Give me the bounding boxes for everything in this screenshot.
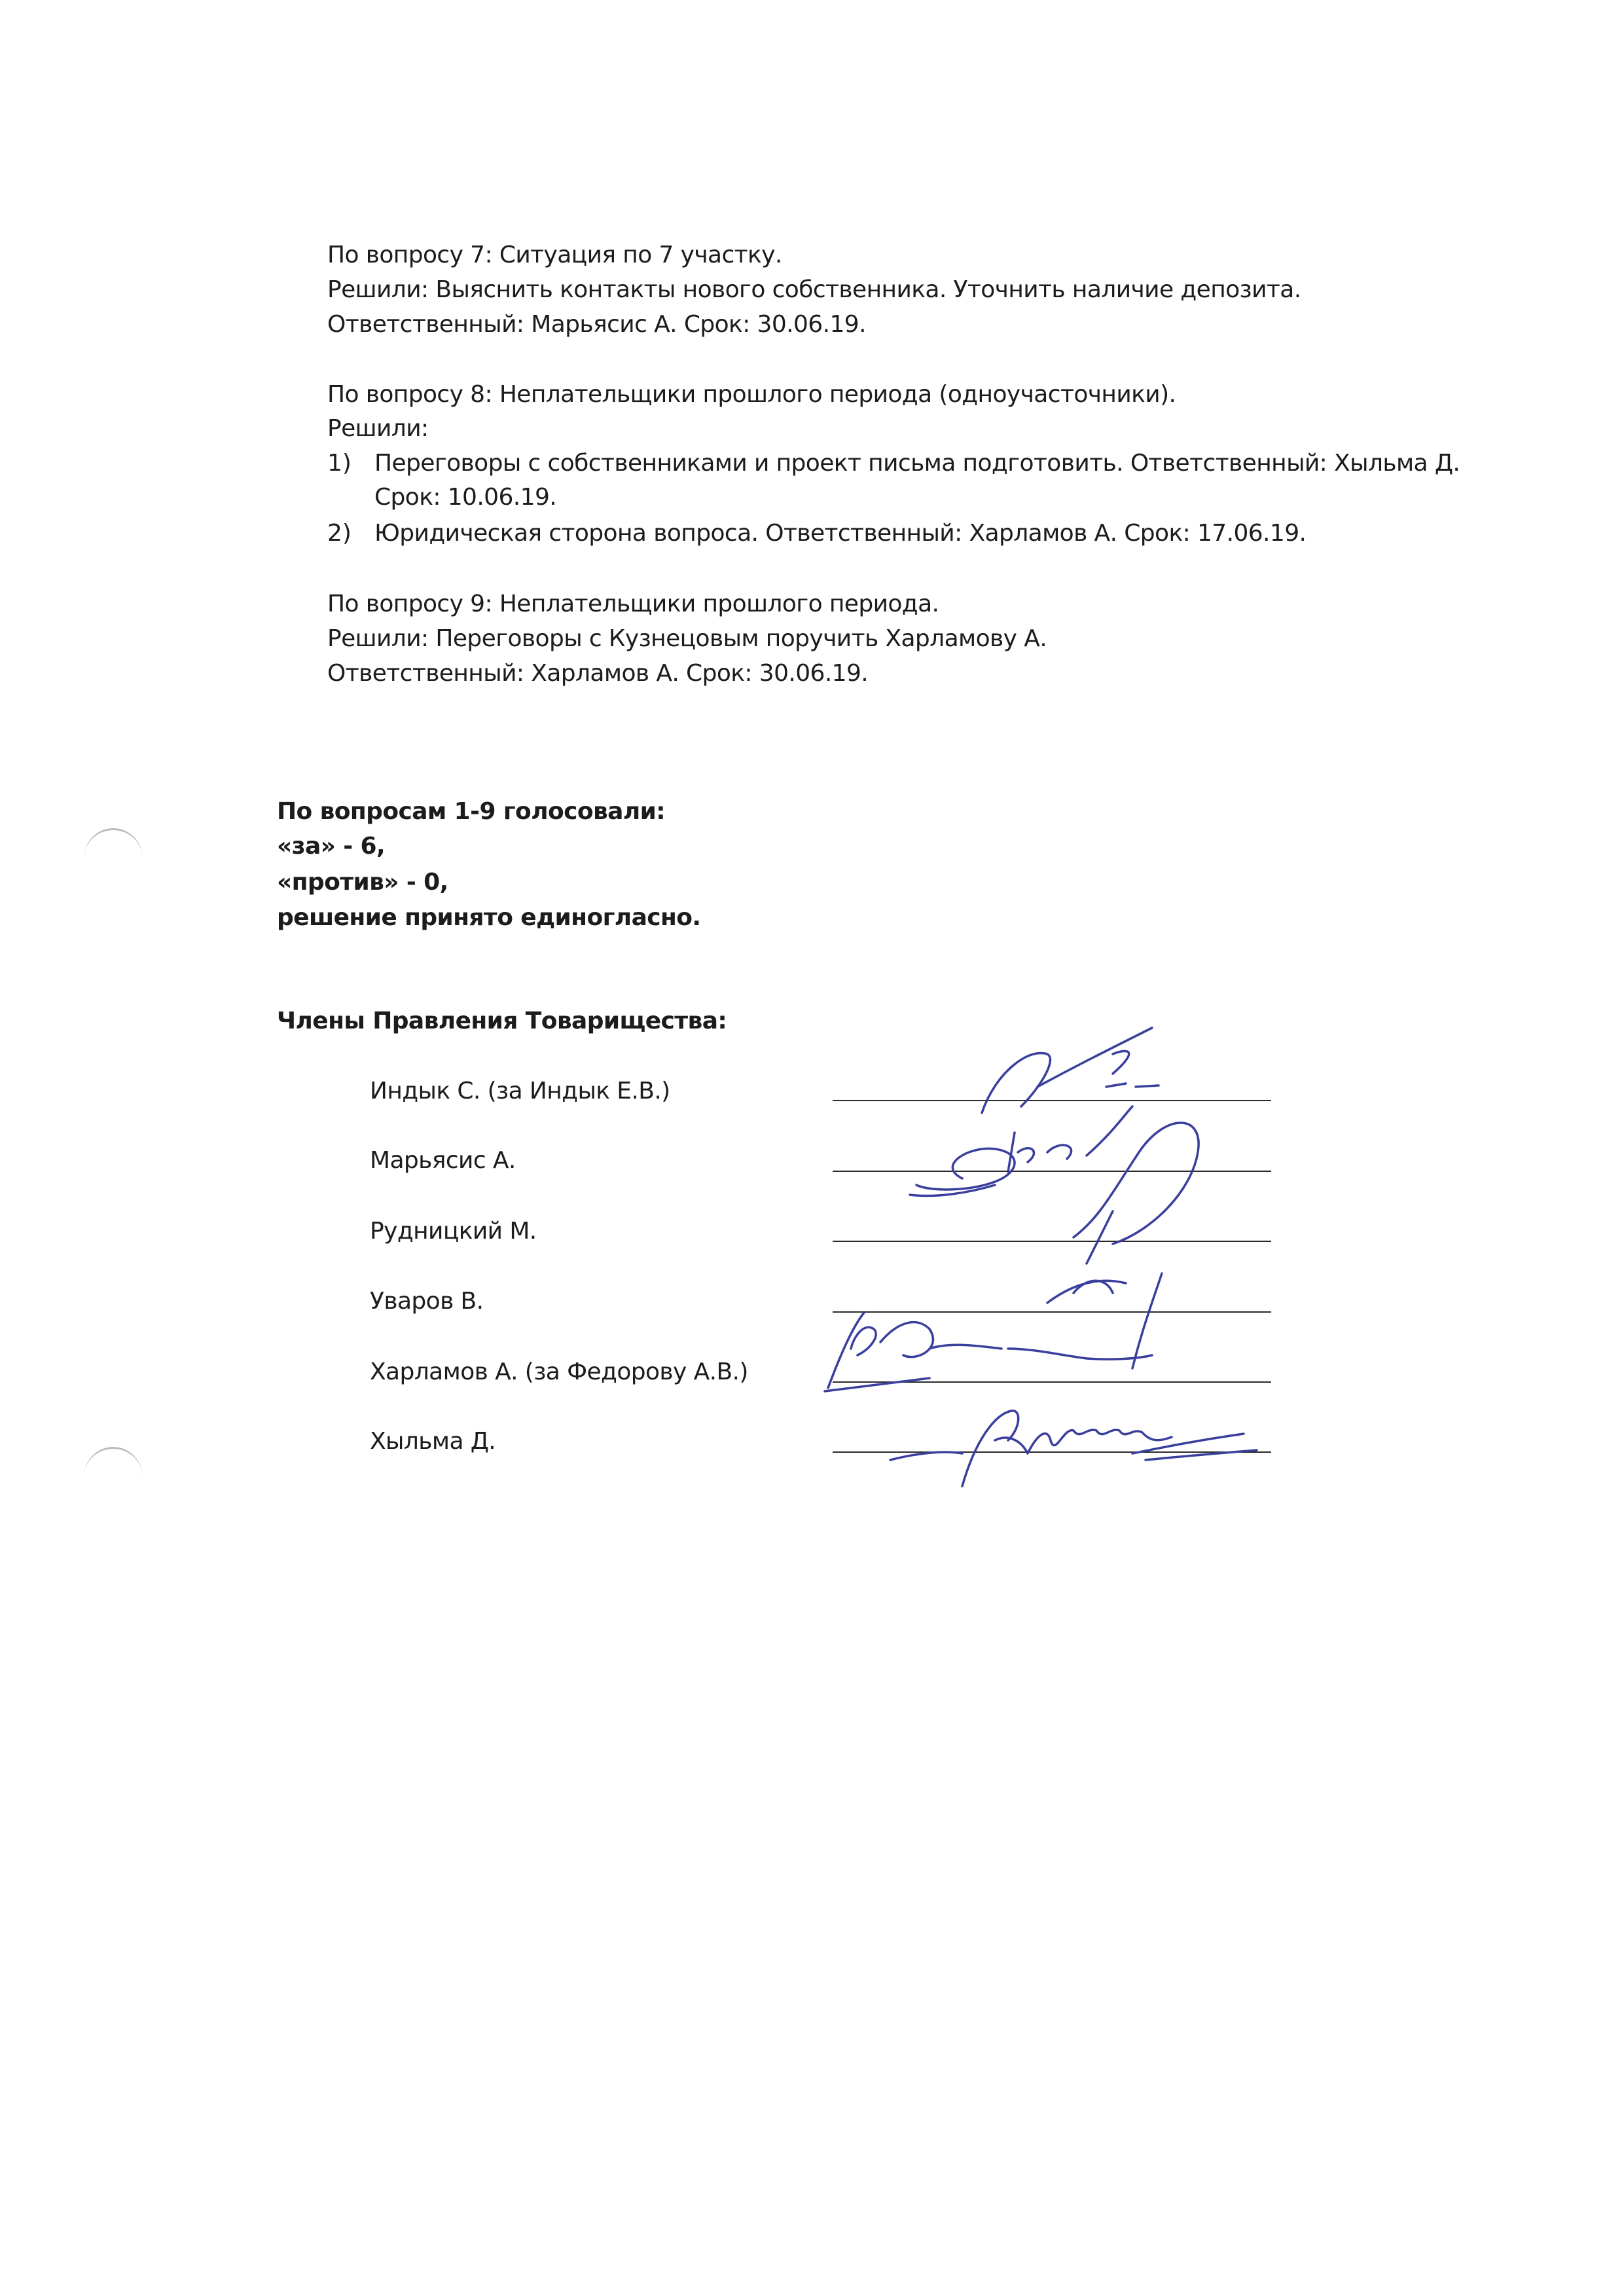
member-name: Хыльма Д.	[370, 1428, 496, 1455]
item7-decision: Решили: Выяснить контакты нового собственника. Уточнить наличие депозита.	[327, 276, 1301, 303]
item7-responsible: Ответственный: Марьясис А. Срок: 30.06.19.	[327, 311, 866, 338]
item9-decision: Решили: Переговоры с Кузнецовым поручить Харламову А.	[327, 625, 1047, 652]
vote-against: «против» - 0,	[277, 869, 448, 896]
vote-for: «за» - 6,	[277, 833, 386, 860]
member-name: Марьясис А.	[370, 1147, 516, 1174]
signature-2	[910, 1106, 1132, 1196]
member-name: Индык С. (за Индык Е.В.)	[370, 1078, 670, 1104]
member-name: Харламов А. (за Федорову А.В.)	[370, 1358, 748, 1385]
item8-decided-label: Решили:	[327, 415, 429, 442]
item9-question: По вопросу 9: Неплательщики прошлого периода.	[327, 591, 939, 617]
vote-result: решение принято единогласно.	[277, 904, 701, 931]
member-name: Уваров В.	[370, 1288, 484, 1315]
item8-question: По вопросу 8: Неплательщики прошлого периода (одноучасточники).	[327, 381, 1176, 408]
item8-point1-line1: Переговоры с собственниками и проект письма подготовить. Ответственный: Хыльма Д.	[374, 450, 1460, 477]
item8-point1-number: 1)	[327, 450, 352, 477]
item8-point2-line1: Юридическая сторона вопроса. Ответственный: Харламов А. Срок: 17.06.19.	[374, 520, 1307, 547]
signature-5	[890, 1411, 1257, 1486]
item8-point1-line2: Срок: 10.06.19.	[374, 484, 557, 511]
signature-1	[982, 1028, 1159, 1113]
members-header: Члены Правления Товарищества:	[277, 1008, 727, 1034]
member-name: Рудницкий М.	[370, 1218, 537, 1245]
item7-question: По вопросу 7: Ситуация по 7 участку.	[327, 242, 782, 268]
item9-responsible: Ответственный: Харламов А. Срок: 30.06.19.	[327, 660, 869, 687]
item8-point2-number: 2)	[327, 520, 352, 547]
vote-header: По вопросам 1-9 голосовали:	[277, 798, 666, 825]
